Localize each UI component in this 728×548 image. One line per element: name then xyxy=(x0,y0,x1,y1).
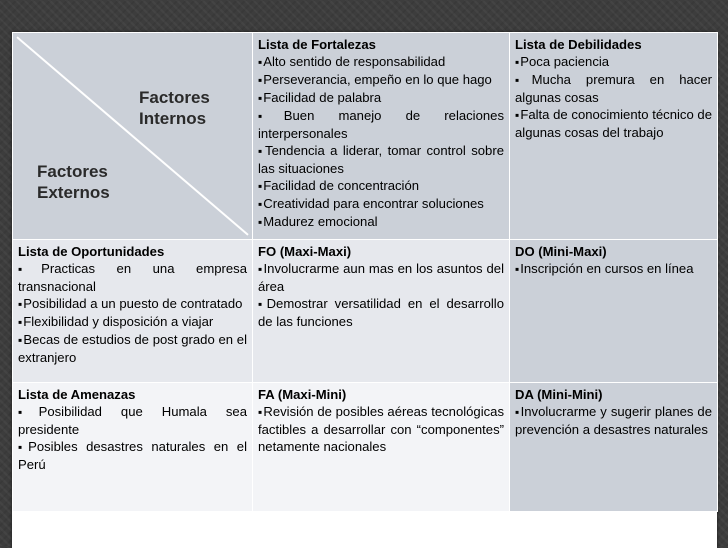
fa-item: ▪ Revisión de posibles aéreas tecnológicas factibles a desarrollar con “componentes” netamente nacionales xyxy=(258,403,504,455)
weakness-item: ▪ Falta de conocimiento técnico de algunas cosas del trabajo xyxy=(515,106,712,141)
opportunities-cell xyxy=(13,240,253,383)
header-row xyxy=(13,33,718,240)
strength-item: ▪ Creatividad para encontrar soluciones xyxy=(258,195,504,213)
fo-item: ▪ Involucrarme aun mas en los asuntos del área xyxy=(258,260,504,295)
strength-item: ▪ Facilidad de palabra xyxy=(258,89,504,107)
opportunity-item: ▪ Practicas en una empresa transnacional xyxy=(18,260,247,295)
strength-item: ▪ Perseverancia, empeño en lo que hago xyxy=(258,71,504,89)
strength-item: ▪ Alto sentido de responsabilidad xyxy=(258,53,504,71)
external-factors-label: Factores Externos xyxy=(37,162,110,202)
fa-strategies-cell xyxy=(253,383,510,512)
da-strategies-cell xyxy=(510,383,718,512)
strength-item: ▪ Tendencia a liderar, tomar control sobre las situaciones xyxy=(258,142,504,177)
threat-item: ▪ Posibilidad que Humala sea presidente xyxy=(18,403,247,438)
fo-item: ▪ Demostrar versatilidad en el desarrollo de las funciones xyxy=(258,295,504,330)
threats-cell xyxy=(13,383,253,512)
opportunities-title: Lista de Oportunidades xyxy=(18,244,165,259)
strength-item: ▪ Buen manejo de relaciones interpersonales xyxy=(258,107,504,142)
opportunity-item: ▪ Becas de estudios de post grado en el extranjero xyxy=(18,331,247,366)
internal-factors-label: Factores Internos xyxy=(139,88,210,128)
weaknesses-cell xyxy=(510,33,718,240)
factors-corner-cell xyxy=(13,33,253,240)
fo-strategies-cell xyxy=(253,240,510,383)
strengths-title: Lista de Fortalezas xyxy=(258,37,376,52)
threats-row xyxy=(13,383,718,512)
strength-item: ▪ Facilidad de concentración xyxy=(258,177,504,195)
da-title: DA (Mini-Mini) xyxy=(515,387,603,402)
weakness-item: ▪ Poca paciencia xyxy=(515,53,712,71)
threats-title: Lista de Amenazas xyxy=(18,387,136,402)
strength-item: ▪ Madurez emocional xyxy=(258,213,504,231)
fa-title: FA (Maxi-Mini) xyxy=(258,387,347,402)
fo-title: FO (Maxi-Maxi) xyxy=(258,244,352,259)
do-title: DO (Mini-Maxi) xyxy=(515,244,607,259)
opportunities-row xyxy=(13,240,718,383)
do-item: ▪ Inscripción en cursos en línea xyxy=(515,260,712,278)
opportunity-item: ▪ Flexibilidad y disposición a viajar xyxy=(18,313,247,331)
strengths-cell xyxy=(253,33,510,240)
diagonal-divider xyxy=(13,33,252,239)
da-item: ▪ Involucrarme y sugerir planes de prevención a desastres naturales xyxy=(515,403,712,438)
weakness-item: ▪ Mucha premura en hacer algunas cosas xyxy=(515,71,712,106)
foda-matrix xyxy=(12,32,718,512)
do-strategies-cell xyxy=(510,240,718,383)
opportunity-item: ▪ Posibilidad a un puesto de contratado xyxy=(18,295,247,313)
weaknesses-title: Lista de Debilidades xyxy=(515,37,642,52)
threat-item: ▪ Posibles desastres naturales en el Perú xyxy=(18,438,247,473)
